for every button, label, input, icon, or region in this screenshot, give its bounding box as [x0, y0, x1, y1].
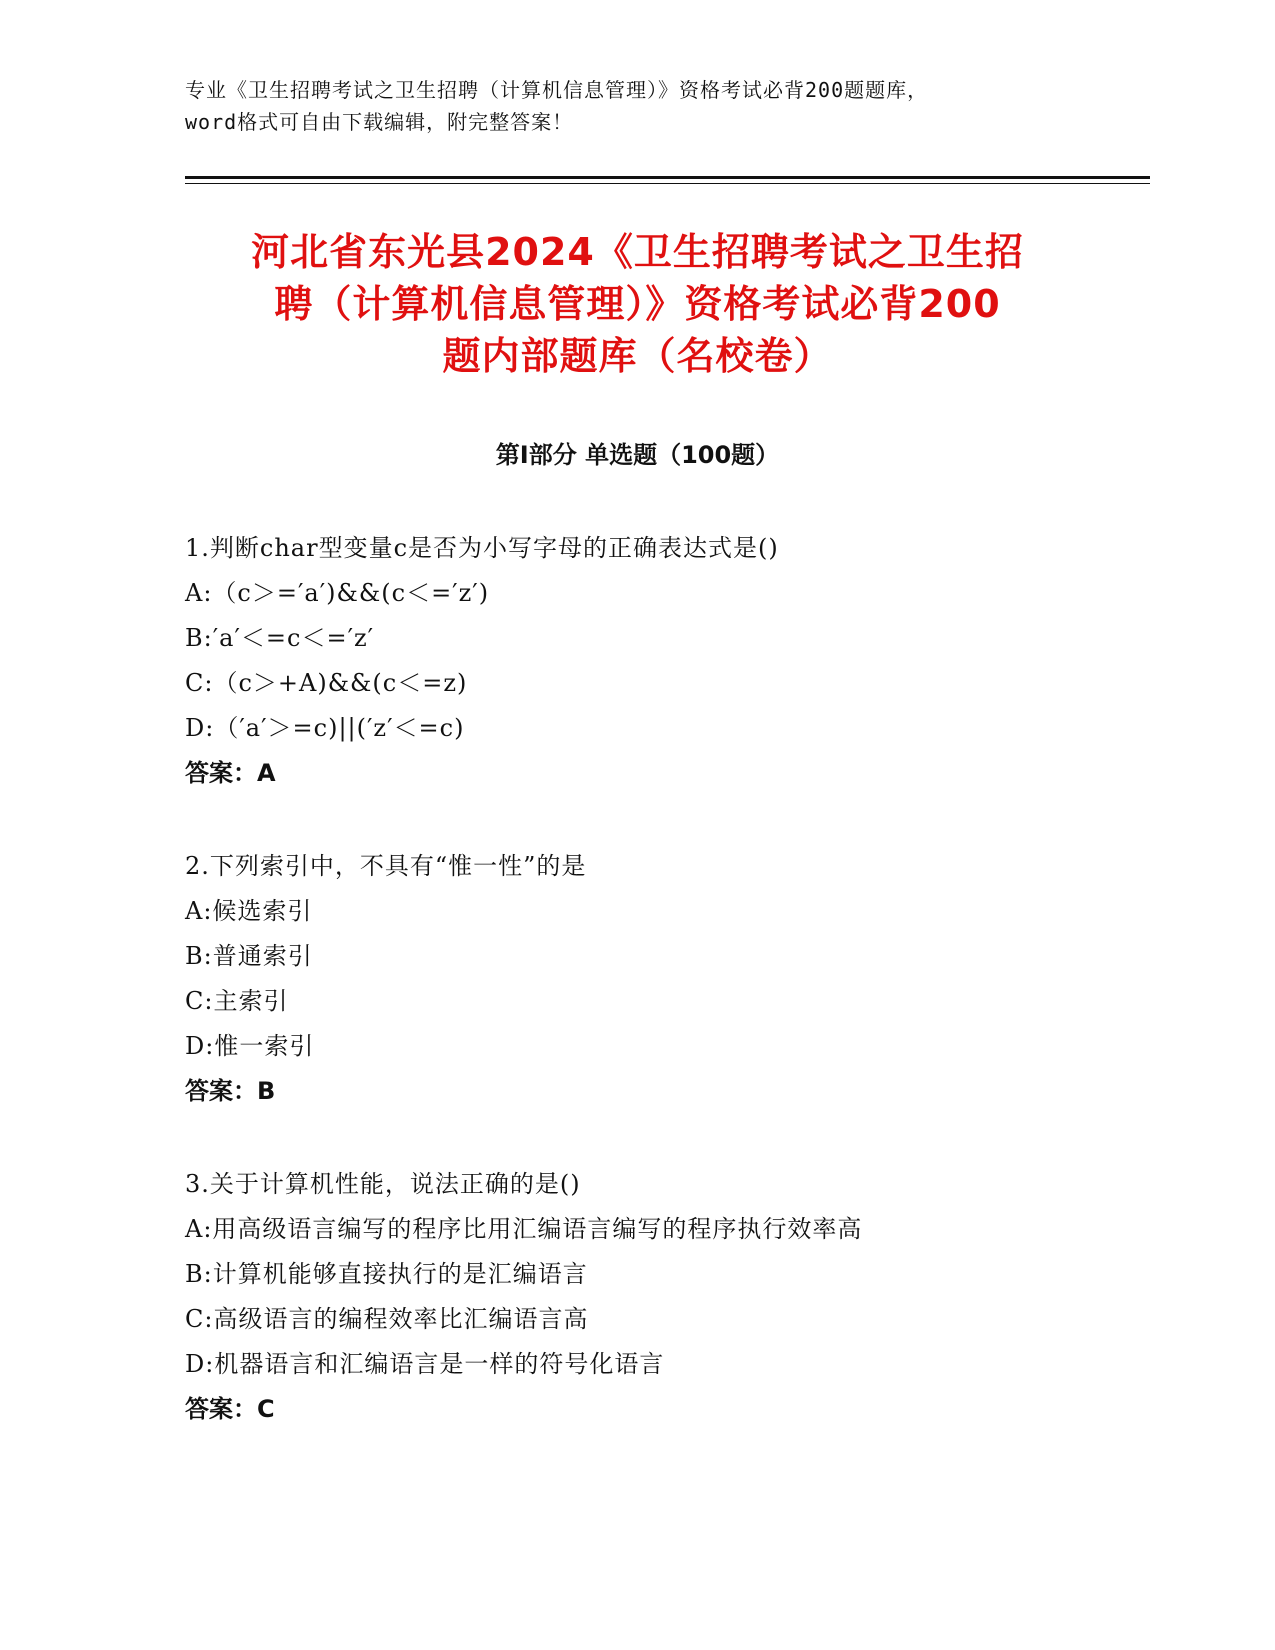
header-divider-thin [185, 183, 1150, 184]
question-stem: 1.判断char型变量c是否为小写字母的正确表达式是() [185, 534, 779, 562]
option-d: D:（′a′＞=c)||(′z′＜=c) [185, 714, 465, 742]
option-a: A:用高级语言编写的程序比用汇编语言编写的程序执行效率高 [185, 1215, 863, 1243]
option-b: B:普通索引 [185, 942, 313, 970]
option-d: D:惟一索引 [185, 1032, 315, 1060]
header-note [185, 74, 1085, 138]
section-heading: 第Ⅰ部分 单选题（100题） [495, 441, 780, 469]
answer: 答案：A [185, 759, 276, 787]
header-divider-thick [185, 176, 1150, 179]
option-c: C:高级语言的编程效率比汇编语言高 [185, 1305, 589, 1333]
document-title-line-1: 河北省东光县2024《卫生招聘考试之卫生招 [251, 230, 1024, 274]
option-c: C:主索引 [185, 987, 289, 1015]
answer: 答案：B [185, 1077, 276, 1105]
question-2 [185, 844, 1145, 1114]
option-b: B:计算机能够直接执行的是汇编语言 [185, 1260, 588, 1288]
question-3 [185, 1162, 1145, 1432]
question-stem: 2.下列索引中，不具有“惟一性”的是 [185, 852, 587, 880]
header-note-line-1: 专业《卫生招聘考试之卫生招聘（计算机信息管理）》资格考试必背200题题库， [185, 78, 929, 102]
question-1 [185, 526, 1145, 796]
option-a: A:（c＞=′a′)&&(c＜=′z′) [185, 579, 490, 607]
option-b: B:′a′＜=c＜=′z′ [185, 624, 375, 652]
option-c: C:（c＞+A)&&(c＜=z) [185, 669, 468, 697]
document-title [150, 226, 1125, 382]
header-note-line-2: word格式可自由下载编辑，附完整答案！ [185, 110, 574, 134]
question-stem: 3.关于计算机性能，说法正确的是() [185, 1170, 581, 1198]
question-list [185, 526, 1145, 1480]
option-a: A:候选索引 [185, 897, 313, 925]
option-d: D:机器语言和汇编语言是一样的符号化语言 [185, 1350, 665, 1378]
document-title-line-2: 聘（计算机信息管理）》资格考试必背200 [274, 282, 1001, 326]
answer: 答案：C [185, 1395, 275, 1423]
document-title-line-3: 题内部题库（名校卷） [442, 334, 833, 378]
